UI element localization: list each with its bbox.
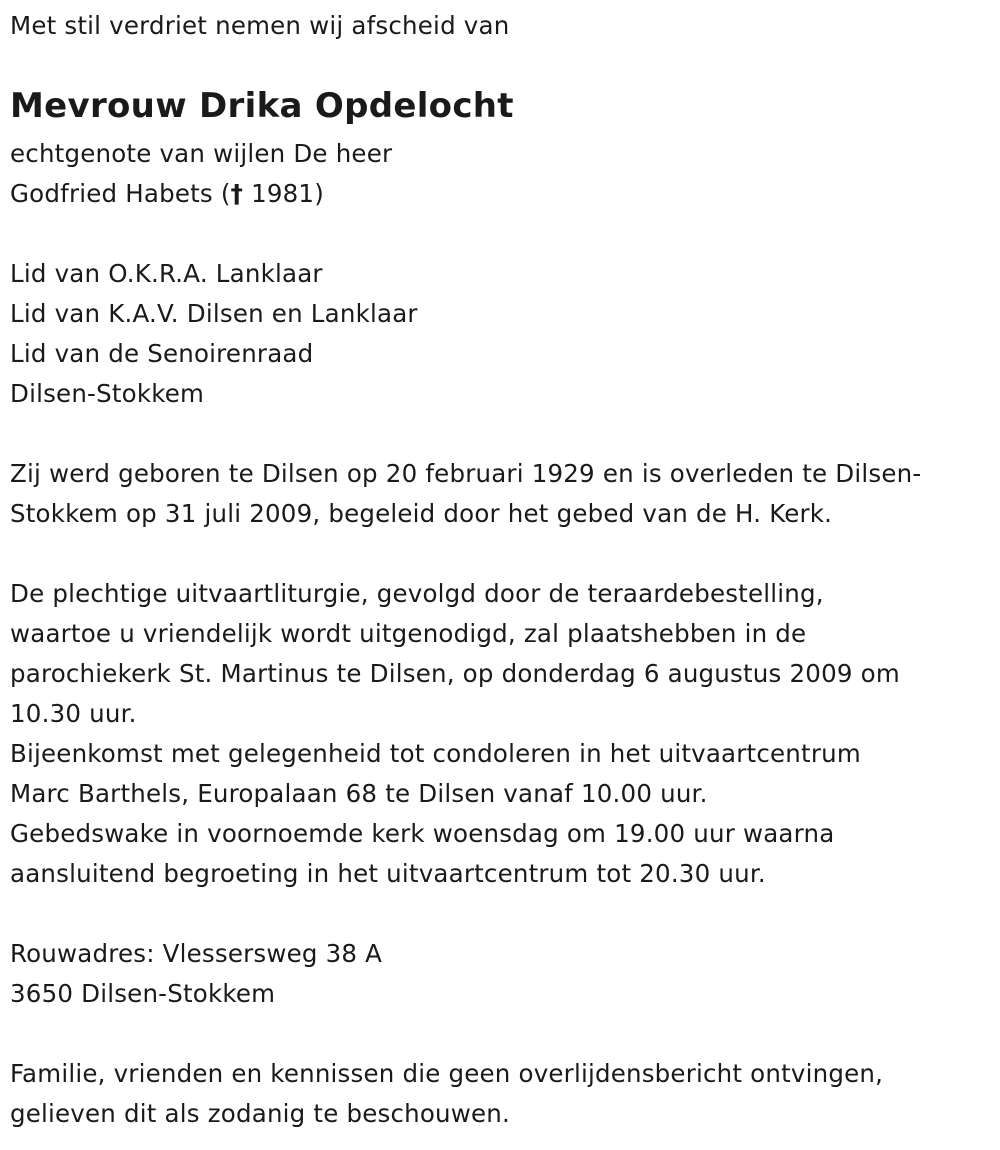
- deceased-name: Mevrouw Drika Opdelocht: [10, 86, 514, 126]
- funeral-line: 10.30 uur.: [10, 699, 137, 728]
- spouse-death-year: 1981): [243, 179, 324, 208]
- membership-item: Lid van O.K.R.A. Lanklaar: [10, 259, 323, 288]
- birth-death-line-1: Zij werd geboren te Dilsen op 20 februari 1929 en is overleden te Dilsen-: [10, 459, 922, 488]
- funeral-line: parochiekerk St. Martinus te Dilsen, op donderdag 6 augustus 2009 om: [10, 659, 900, 688]
- spouse-block: [10, 134, 980, 214]
- funeral-line: waartoe u vriendelijk wordt uitgenodigd, zal plaatshebben in de: [10, 619, 807, 648]
- birth-death-line-2: Stokkem op 31 juli 2009, begeleid door het gebed van de H. Kerk.: [10, 499, 833, 528]
- spouse-name: Godfried Habets (: [10, 179, 231, 208]
- closing-line-1: Familie, vrienden en kennissen die geen overlijdensbericht ontvingen,: [10, 1059, 884, 1088]
- membership-item: Lid van K.A.V. Dilsen en Lanklaar: [10, 299, 418, 328]
- funeral-line: Bijeenkomst met gelegenheid tot condoleren in het uitvaartcentrum: [10, 739, 861, 768]
- birth-death-block: [10, 454, 980, 534]
- cross-icon: †: [230, 179, 244, 208]
- funeral-line: aansluitend begroeting in het uitvaartcentrum tot 20.30 uur.: [10, 859, 766, 888]
- closing-block: [10, 1054, 980, 1134]
- spouse-line-1: echtgenote van wijlen De heer: [10, 139, 393, 168]
- address-line-2: 3650 Dilsen-Stokkem: [10, 979, 276, 1008]
- funeral-line: Marc Barthels, Europalaan 68 te Dilsen vanaf 10.00 uur.: [10, 779, 708, 808]
- funeral-line: Gebedswake in voornoemde kerk woensdag om 19.00 uur waarna: [10, 819, 835, 848]
- memberships-block: [10, 254, 980, 414]
- address-line-1: Rouwadres: Vlessersweg 38 A: [10, 939, 383, 968]
- funeral-line: De plechtige uitvaartliturgie, gevolgd door de teraardebestelling,: [10, 579, 824, 608]
- membership-item: Dilsen-Stokkem: [10, 379, 205, 408]
- closing-line-2: gelieven dit als zodanig te beschouwen.: [10, 1099, 511, 1128]
- spouse-line-2: [10, 174, 980, 214]
- funeral-block: [10, 574, 980, 894]
- intro-text: Met stil verdriet nemen wij afscheid van: [10, 11, 510, 40]
- address-block: [10, 934, 980, 1014]
- membership-item: Lid van de Senoirenraad: [10, 339, 314, 368]
